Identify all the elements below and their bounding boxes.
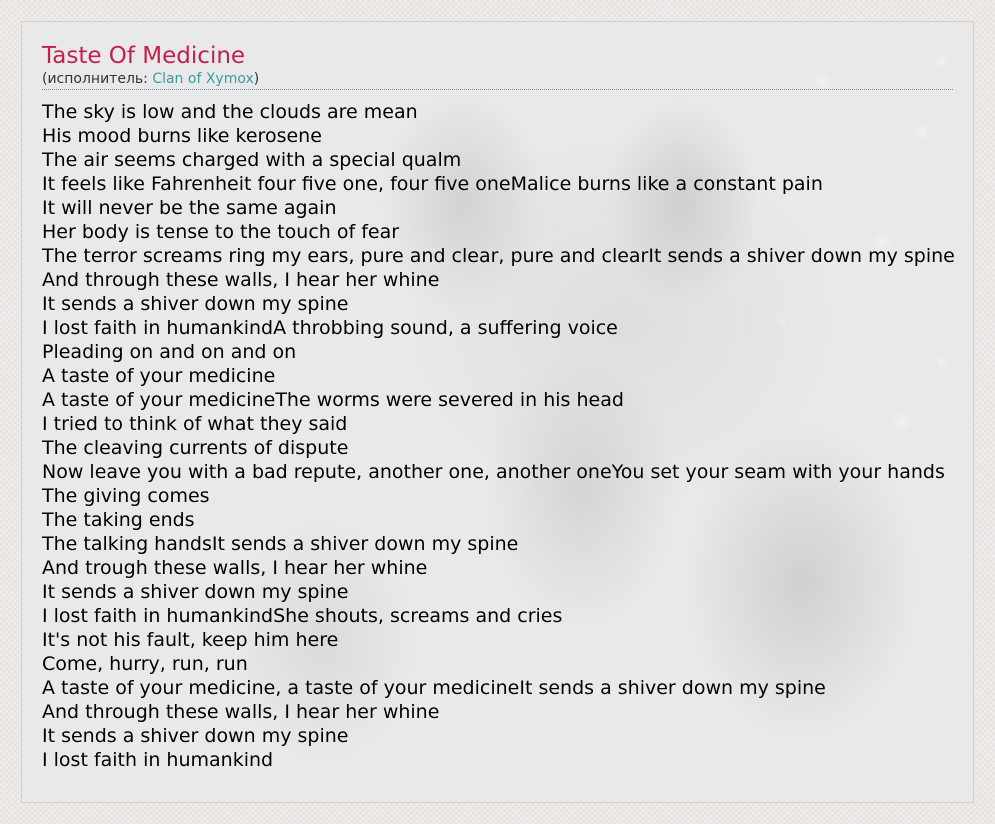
lyrics-text [42, 100, 974, 772]
lyric-line: Come, hurry, run, run [42, 653, 248, 675]
lyric-line: I tried to think of what they said [42, 413, 348, 435]
artist-link[interactable]: Clan of Xymox [152, 71, 254, 87]
lyric-line: It sends a shiver down my spine [42, 581, 349, 603]
lyric-line: The talking handsIt sends a shiver down my spine [42, 533, 519, 555]
lyric-line: I lost faith in humankindA throbbing sound, a suffering voice [42, 317, 618, 339]
song-title: Taste Of Medicine [42, 43, 246, 69]
lyric-line: A taste of your medicine, a taste of your medicineIt sends a shiver down my spine [42, 677, 826, 699]
lyric-line: I lost faith in humankind [42, 749, 274, 771]
lyric-line: The sky is low and the clouds are mean [42, 101, 418, 123]
title-divider [42, 89, 953, 90]
lyric-line: Her body is tense to the touch of fear [42, 221, 400, 243]
lyric-line: The air seems charged with a special qualm [42, 149, 462, 171]
lyric-line: A taste of your medicineThe worms were severed in his head [42, 389, 624, 411]
lyric-line: A taste of your medicine [42, 365, 276, 387]
lyric-line: And trough these walls, I hear her whine [42, 557, 428, 579]
lyric-line: It sends a shiver down my spine [42, 293, 349, 315]
lyric-line: It will never be the same again [42, 197, 337, 219]
lyric-line: Pleading on and on and on [42, 341, 297, 363]
lyric-line: And through these walls, I hear her whine [42, 269, 440, 291]
lyric-line: The giving comes [42, 485, 210, 507]
artist-prefix: (исполнитель: [42, 71, 153, 87]
lyric-line: The terror screams ring my ears, pure and clear, pure and clearIt sends a shiver down my spine [42, 245, 955, 267]
song-content [42, 42, 974, 772]
artist-line [42, 70, 974, 88]
lyric-line: The taking ends [42, 509, 195, 531]
lyrics-panel [21, 21, 974, 803]
lyric-line: Now leave you with a bad repute, another one, another oneYou set your seam with your hands [42, 461, 945, 483]
lyric-line: It's not his fault, keep him here [42, 629, 339, 651]
lyric-line: His mood burns like kerosene [42, 125, 322, 147]
artist-suffix: ) [253, 71, 260, 87]
lyric-line: The cleaving currents of dispute [42, 437, 349, 459]
lyric-line: I lost faith in humankindShe shouts, screams and cries [42, 605, 563, 627]
lyric-line: It feels like Fahrenheit four five one, four five oneMalice burns like a constant pain [42, 173, 823, 195]
lyric-line: And through these walls, I hear her whine [42, 701, 440, 723]
lyric-line: It sends a shiver down my spine [42, 725, 349, 747]
